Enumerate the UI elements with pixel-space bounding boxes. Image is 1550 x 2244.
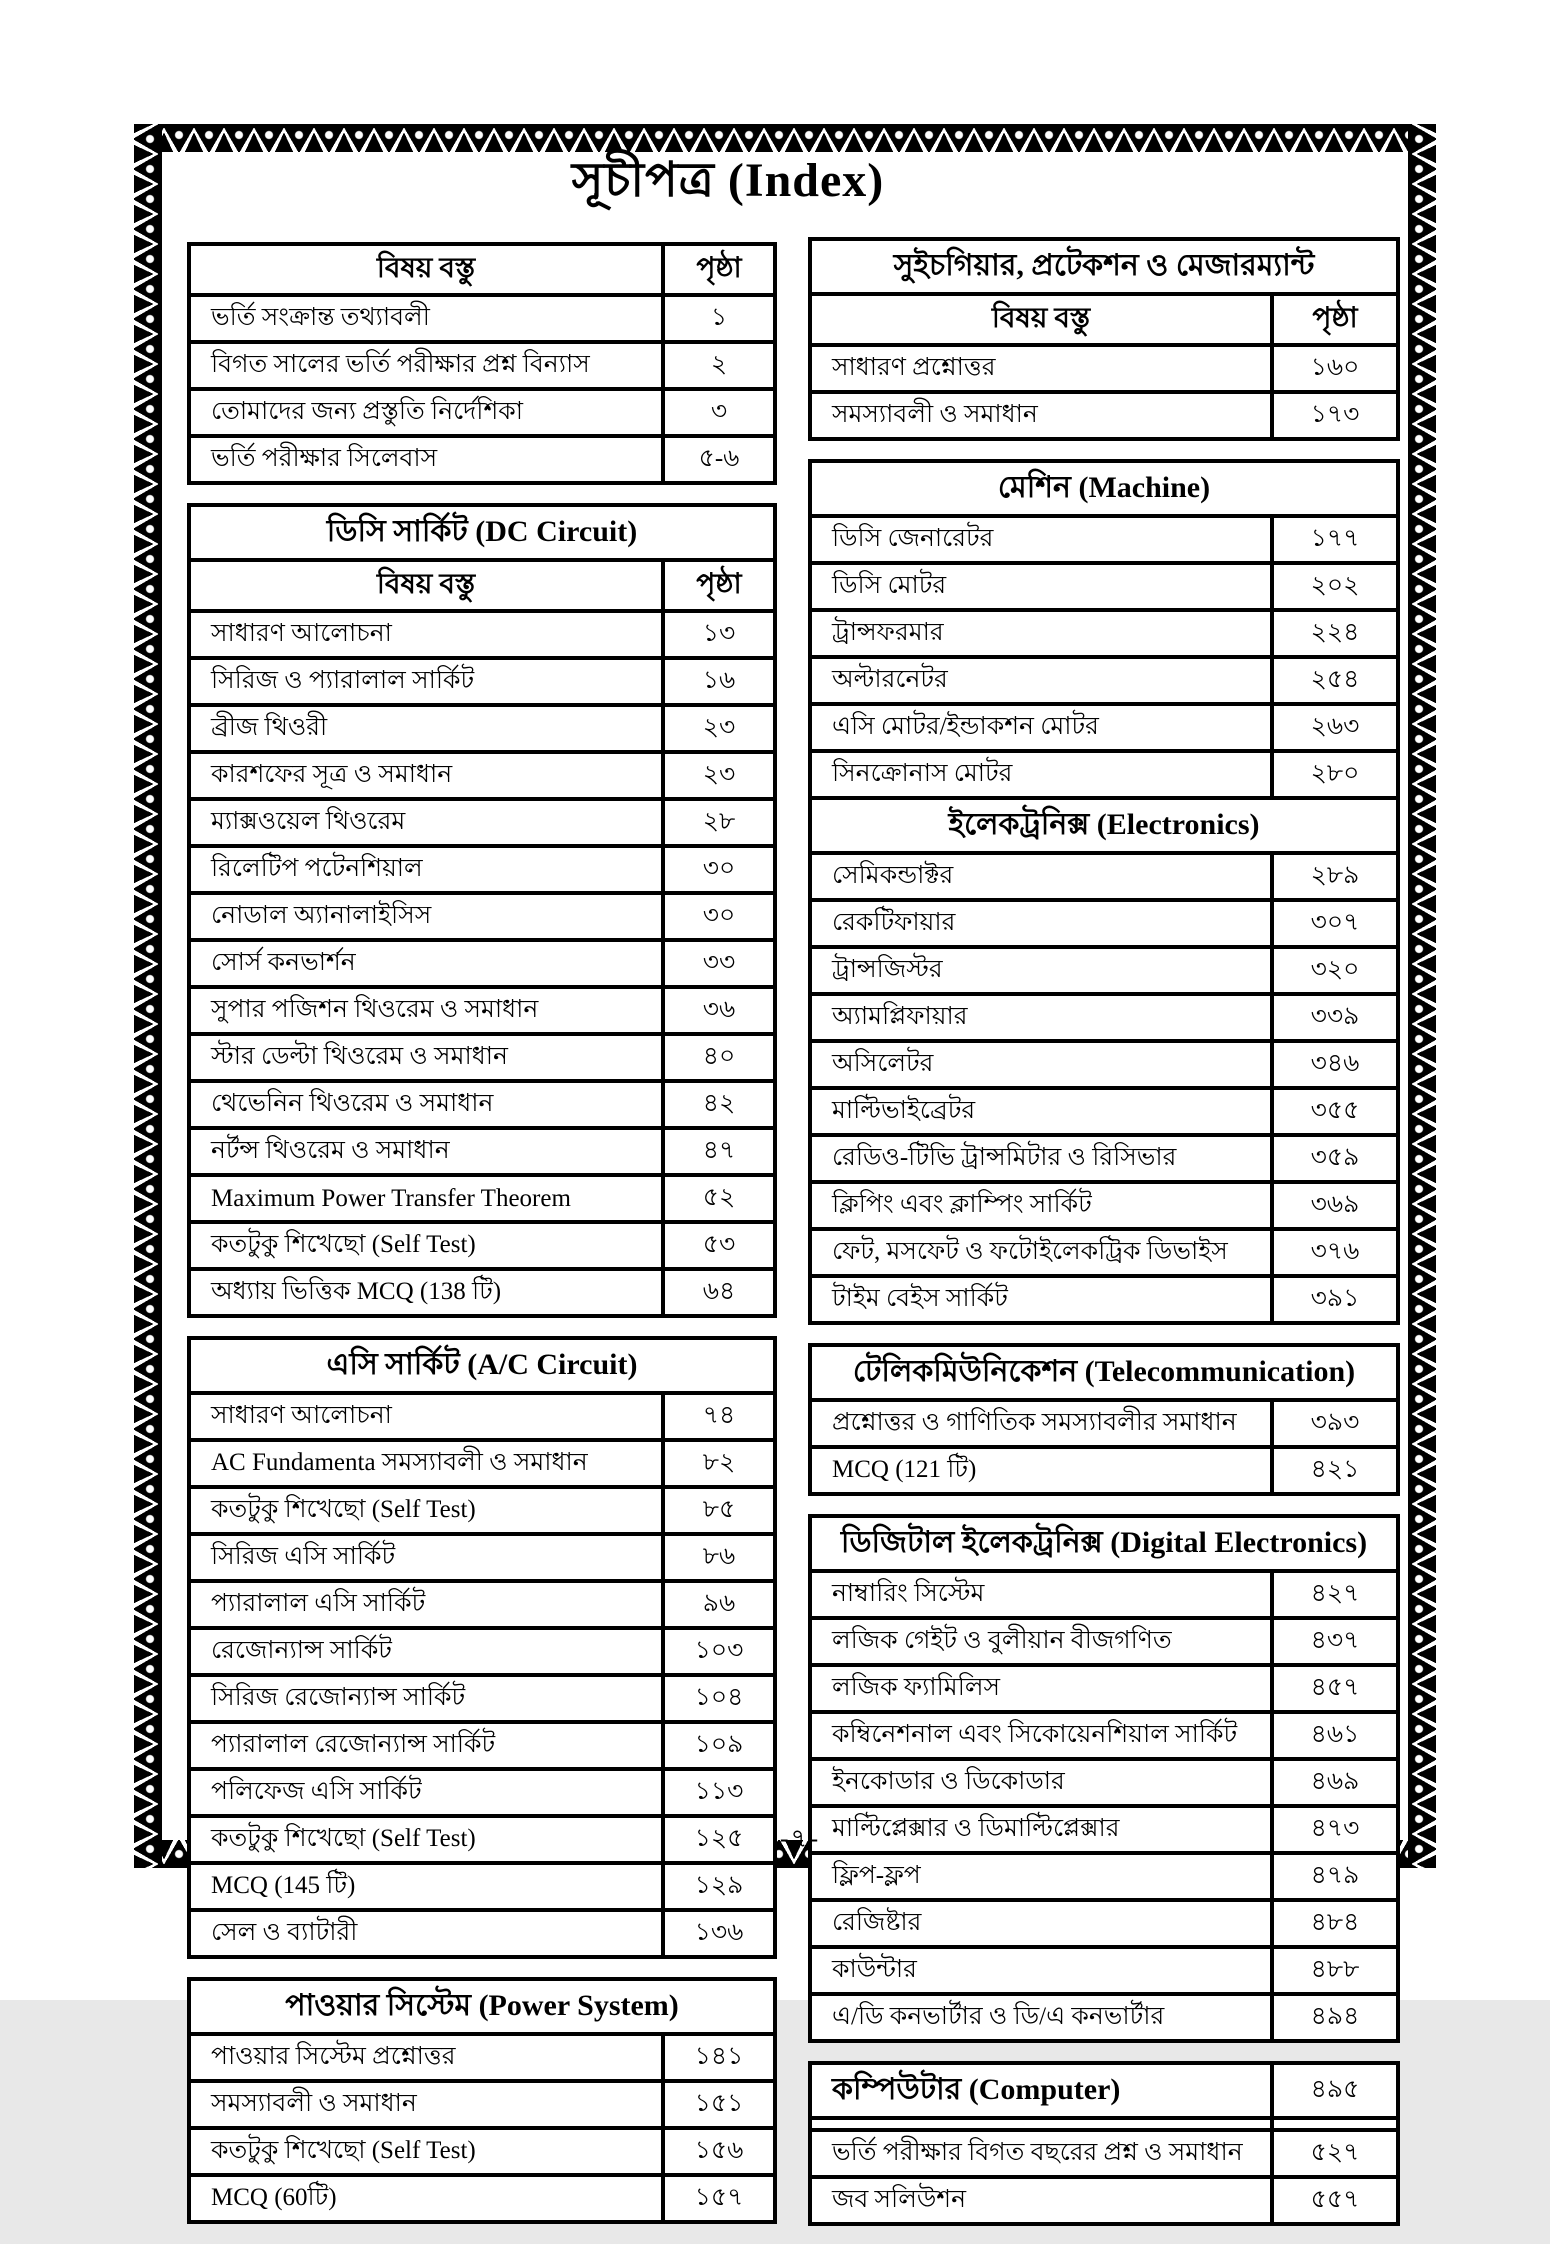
toc-page-cell: ৩০ bbox=[663, 846, 775, 893]
toc-row bbox=[189, 1034, 775, 1081]
toc-subject-cell: ভর্তি সংক্রান্ত তথ্যাবলী bbox=[189, 295, 663, 342]
toc-page-cell: ১২৫ bbox=[663, 1816, 775, 1863]
toc-page-cell: ৮২ bbox=[663, 1440, 775, 1487]
toc-subject-cell: সিরিজ রেজোন্যান্স সার্কিট bbox=[189, 1675, 663, 1722]
toc-subject-cell: অধ্যায় ভিত্তিক MCQ (138 টি) bbox=[189, 1269, 663, 1316]
toc-page-cell: ২২৪ bbox=[1272, 610, 1398, 657]
toc-subject-cell: রেডিও-টিভি ট্রান্সমিটার ও রিসিভার bbox=[810, 1135, 1272, 1182]
toc-table-ac-circuit bbox=[187, 1336, 777, 1959]
toc-section-row bbox=[189, 1979, 775, 2034]
toc-section-row bbox=[810, 798, 1398, 853]
toc-page-cell: ২ bbox=[663, 342, 775, 389]
toc-row bbox=[189, 436, 775, 483]
toc-subject-cell: থেভেনিন থিওরেম ও সমাধান bbox=[189, 1081, 663, 1128]
toc-page-cell: ১৪১ bbox=[663, 2034, 775, 2081]
toc-page-cell: ২৩ bbox=[663, 752, 775, 799]
toc-subject-cell: সিনক্রোনাস মোটর bbox=[810, 751, 1272, 798]
toc-subject-cell: নর্টন্স থিওরেম ও সমাধান bbox=[189, 1128, 663, 1175]
toc-subject-cell: অল্টারনেটর bbox=[810, 657, 1272, 704]
toc-page-cell: ৪২৭ bbox=[1272, 1571, 1398, 1618]
toc-subject-cell: মাল্টিভাইব্রেটর bbox=[810, 1088, 1272, 1135]
toc-page-cell: ১৩৬ bbox=[663, 1910, 775, 1957]
toc-page-cell: ৪৮৪ bbox=[1272, 1900, 1398, 1947]
section-header: পাওয়ার সিস্টেম (Power System) bbox=[189, 1979, 775, 2034]
toc-subject-cell: টাইম বেইস সার্কিট bbox=[810, 1276, 1272, 1323]
column-header-page: পৃষ্ঠা bbox=[663, 244, 775, 295]
toc-page-cell: ৩৬ bbox=[663, 987, 775, 1034]
toc-subject-cell: সাধারণ আলোচনা bbox=[189, 611, 663, 658]
section-header: ইলেকট্রনিক্স (Electronics) bbox=[810, 798, 1398, 853]
toc-page-cell: ৪৭৩ bbox=[1272, 1806, 1398, 1853]
toc-row bbox=[810, 1229, 1398, 1276]
toc-row bbox=[810, 1088, 1398, 1135]
toc-row bbox=[189, 987, 775, 1034]
toc-subject-cell: ট্রান্সফরমার bbox=[810, 610, 1272, 657]
toc-subject-cell: পাওয়ার সিস্টেম প্রশ্নোত্তর bbox=[189, 2034, 663, 2081]
toc-subject-cell: নাম্বারিং সিস্টেম bbox=[810, 1571, 1272, 1618]
toc-row bbox=[810, 947, 1398, 994]
toc-subject-cell: ক্লিপিং এবং ক্লাম্পিং সার্কিট bbox=[810, 1182, 1272, 1229]
toc-subject-cell: ইনকোডার ও ডিকোডার bbox=[810, 1759, 1272, 1806]
column-header-subject: বিষয় বস্তু bbox=[810, 294, 1272, 345]
toc-row bbox=[810, 1900, 1398, 1947]
toc-subject-cell: সিরিজ ও প্যারালাল সার্কিট bbox=[189, 658, 663, 705]
left-column bbox=[187, 242, 777, 2242]
toc-page-cell: ৪০ bbox=[663, 1034, 775, 1081]
toc-subject-cell: পলিফেজ এসি সার্কিট bbox=[189, 1769, 663, 1816]
toc-subject-cell: কম্বিনেশনাল এবং সিকোয়েনশিয়াল সার্কিট bbox=[810, 1712, 1272, 1759]
page-title: সূচীপত্র (Index) bbox=[571, 154, 885, 207]
toc-section-row bbox=[810, 239, 1398, 294]
toc-subject-cell: কতটুকু শিখেছো (Self Test) bbox=[189, 1222, 663, 1269]
toc-row bbox=[810, 392, 1398, 439]
toc-row bbox=[810, 994, 1398, 1041]
toc-subject-cell: তোমাদের জন্য প্রস্তুতি নির্দেশিকা bbox=[189, 389, 663, 436]
toc-page-cell: ২৬৩ bbox=[1272, 704, 1398, 751]
toc-subject-cell: MCQ (121 টি) bbox=[810, 1447, 1272, 1494]
toc-page-cell: ১৭৭ bbox=[1272, 516, 1398, 563]
toc-subject-cell: বিগত সালের ভর্তি পরীক্ষার প্রশ্ন বিন্যাস bbox=[189, 342, 663, 389]
toc-subject-cell: রেকটিফায়ার bbox=[810, 900, 1272, 947]
toc-row bbox=[189, 705, 775, 752]
toc-page-cell: ৩৯১ bbox=[1272, 1276, 1398, 1323]
toc-subject-cell: ভর্তি পরীক্ষার বিগত বছরের প্রশ্ন ও সমাধান bbox=[810, 2130, 1272, 2177]
toc-row bbox=[810, 1041, 1398, 1088]
zigzag-border-right bbox=[1408, 124, 1436, 1868]
toc-row bbox=[810, 1618, 1398, 1665]
toc-page-cell: ৩২০ bbox=[1272, 947, 1398, 994]
toc-row bbox=[189, 2175, 775, 2222]
toc-spacer-row bbox=[810, 2118, 1398, 2130]
toc-subject-cell: প্যারালাল রেজোন্যান্স সার্কিট bbox=[189, 1722, 663, 1769]
toc-subject-cell: MCQ (60টি) bbox=[189, 2175, 663, 2222]
toc-row bbox=[810, 704, 1398, 751]
toc-row bbox=[189, 846, 775, 893]
toc-subject-cell: প্রশ্নোত্তর ও গাণিতিক সমস্যাবলীর সমাধান bbox=[810, 1400, 1272, 1447]
toc-row bbox=[810, 2177, 1398, 2224]
toc-row bbox=[189, 295, 775, 342]
toc-page-cell: ৩০৭ bbox=[1272, 900, 1398, 947]
section-header: সুইচগিয়ার, প্রটেকশন ও মেজারম্যান্ট bbox=[810, 239, 1398, 294]
toc-page-cell: ৩৪৬ bbox=[1272, 1041, 1398, 1088]
toc-subject-cell: সাধারণ আলোচনা bbox=[189, 1393, 663, 1440]
column-header-page: পৃষ্ঠা bbox=[663, 560, 775, 611]
section-header: টেলিকমিউনিকেশন (Telecommunication) bbox=[810, 1345, 1398, 1400]
toc-subject-cell: অসিলেটর bbox=[810, 1041, 1272, 1088]
toc-page-cell: ৫২ bbox=[663, 1175, 775, 1222]
toc-row bbox=[189, 1175, 775, 1222]
toc-row bbox=[189, 342, 775, 389]
toc-page-cell: ১৫৬ bbox=[663, 2128, 775, 2175]
toc-page-cell: ৫২৭ bbox=[1272, 2130, 1398, 2177]
toc-page-cell: ৯৬ bbox=[663, 1581, 775, 1628]
toc-page-cell: ৪২ bbox=[663, 1081, 775, 1128]
toc-table-power-system bbox=[187, 1977, 777, 2224]
toc-subject-cell: প্যারালাল এসি সার্কিট bbox=[189, 1581, 663, 1628]
toc-row bbox=[810, 2130, 1398, 2177]
toc-page-cell: ১৫৭ bbox=[663, 2175, 775, 2222]
toc-page-cell: ১০৯ bbox=[663, 1722, 775, 1769]
toc-subject-cell: মাল্টিপ্লেক্সার ও ডিমাল্টিপ্লেক্সার bbox=[810, 1806, 1272, 1853]
toc-table-computer bbox=[808, 2061, 1400, 2226]
toc-page-cell: ৮৫ bbox=[663, 1487, 775, 1534]
toc-row bbox=[189, 752, 775, 799]
toc-page-cell: ৫৫৭ bbox=[1272, 2177, 1398, 2224]
toc-subject-cell: MCQ (145 টি) bbox=[189, 1863, 663, 1910]
column-header-subject: বিষয় বস্তু bbox=[189, 560, 663, 611]
toc-row bbox=[189, 1222, 775, 1269]
toc-subject-cell: অ্যামপ্লিফায়ার bbox=[810, 994, 1272, 1041]
spacer-cell bbox=[1272, 2118, 1398, 2130]
toc-page-cell: ২৮০ bbox=[1272, 751, 1398, 798]
toc-subject-cell: সোর্স কনভার্শন bbox=[189, 940, 663, 987]
toc-subject-cell: সমস্যাবলী ও সমাধান bbox=[810, 392, 1272, 439]
toc-row bbox=[189, 940, 775, 987]
toc-table-machine bbox=[808, 459, 1400, 800]
section-page-cell: ৪৯৫ bbox=[1272, 2063, 1398, 2118]
toc-subject-cell: রিলেটিপ পটেনশিয়াল bbox=[189, 846, 663, 893]
toc-page-cell: ৮৬ bbox=[663, 1534, 775, 1581]
toc-row bbox=[810, 1665, 1398, 1712]
toc-row bbox=[189, 1581, 775, 1628]
toc-page-cell: ১৬০ bbox=[1272, 345, 1398, 392]
toc-row bbox=[810, 345, 1398, 392]
toc-row bbox=[189, 893, 775, 940]
toc-table-intro bbox=[187, 242, 777, 485]
toc-page-cell: ৪৫৭ bbox=[1272, 1665, 1398, 1712]
toc-row bbox=[189, 1128, 775, 1175]
toc-subject-cell: ডিসি মোটর bbox=[810, 563, 1272, 610]
toc-subject-cell: সমস্যাবলী ও সমাধান bbox=[189, 2081, 663, 2128]
section-header: এসি সার্কিট (A/C Circuit) bbox=[189, 1338, 775, 1393]
toc-subject-cell: সুপার পজিশন থিওরেম ও সমাধান bbox=[189, 987, 663, 1034]
toc-colheader-row bbox=[189, 244, 775, 295]
toc-page-cell: ৪৯৪ bbox=[1272, 1994, 1398, 2041]
toc-subject-cell: লজিক ফ্যামিলিস bbox=[810, 1665, 1272, 1712]
toc-subject-cell: সেল ও ব্যাটারী bbox=[189, 1910, 663, 1957]
toc-page-cell: ১০৪ bbox=[663, 1675, 775, 1722]
toc-subject-cell: কতটুকু শিখেছো (Self Test) bbox=[189, 1816, 663, 1863]
toc-page-cell: ৪৭৯ bbox=[1272, 1853, 1398, 1900]
toc-page-cell: ১ bbox=[663, 295, 775, 342]
toc-subject-cell: এ/ডি কনভার্টার ও ডি/এ কনভার্টার bbox=[810, 1994, 1272, 2041]
toc-subject-cell: সেমিকন্ডাক্টর bbox=[810, 853, 1272, 900]
toc-colheader-row bbox=[810, 294, 1398, 345]
toc-row bbox=[189, 1534, 775, 1581]
toc-table-electronics bbox=[808, 796, 1400, 1325]
toc-row bbox=[810, 1712, 1398, 1759]
toc-page-cell: ৪৩৭ bbox=[1272, 1618, 1398, 1665]
toc-row bbox=[810, 1182, 1398, 1229]
toc-row bbox=[189, 1628, 775, 1675]
toc-row bbox=[189, 799, 775, 846]
toc-table-dc-circuit bbox=[187, 503, 777, 1318]
toc-row bbox=[189, 2081, 775, 2128]
toc-row bbox=[810, 751, 1398, 798]
toc-page-cell: ৩ bbox=[663, 389, 775, 436]
toc-page-cell: ১৬ bbox=[663, 658, 775, 705]
toc-page-cell: ২৮৯ bbox=[1272, 853, 1398, 900]
spacer-cell bbox=[810, 2118, 1272, 2130]
toc-subject-cell: ডিসি জেনারেটর bbox=[810, 516, 1272, 563]
toc-section-row bbox=[810, 1516, 1398, 1571]
toc-subject-cell: ফেট, মসফেট ও ফটোইলেকট্রিক ডিভাইস bbox=[810, 1229, 1272, 1276]
toc-page-cell: ৩৫৫ bbox=[1272, 1088, 1398, 1135]
toc-subject-cell: ম্যাক্সওয়েল থিওরেম bbox=[189, 799, 663, 846]
toc-row bbox=[810, 1571, 1398, 1618]
toc-row bbox=[810, 563, 1398, 610]
toc-page-cell: ৩৩ bbox=[663, 940, 775, 987]
toc-subject-cell: কতটুকু শিখেছো (Self Test) bbox=[189, 1487, 663, 1534]
toc-row bbox=[810, 1994, 1398, 2041]
toc-subject-cell: সাধারণ প্রশ্নোত্তর bbox=[810, 345, 1272, 392]
toc-subject-cell: কাউন্টার bbox=[810, 1947, 1272, 1994]
toc-row bbox=[810, 853, 1398, 900]
toc-page-cell: ১৭৩ bbox=[1272, 392, 1398, 439]
toc-row bbox=[189, 1440, 775, 1487]
section-header: ডিসি সার্কিট (DC Circuit) bbox=[189, 505, 775, 560]
toc-page-cell: ১৫১ bbox=[663, 2081, 775, 2128]
toc-page-cell: ৪২১ bbox=[1272, 1447, 1398, 1494]
toc-page-cell: ৫-৬ bbox=[663, 436, 775, 483]
section-header: ডিজিটাল ইলেকট্রনিক্স (Digital Electronics) bbox=[810, 1516, 1398, 1571]
toc-subject-cell: সিরিজ এসি সার্কিট bbox=[189, 1534, 663, 1581]
toc-page-cell: ৩৯৩ bbox=[1272, 1400, 1398, 1447]
toc-row bbox=[189, 1769, 775, 1816]
toc-subject-cell: স্টার ডেল্টা থিওরেম ও সমাধান bbox=[189, 1034, 663, 1081]
toc-row bbox=[810, 1400, 1398, 1447]
toc-subject-cell: ফ্লিপ-ফ্লপ bbox=[810, 1853, 1272, 1900]
toc-page-cell: ৪৮৮ bbox=[1272, 1947, 1398, 1994]
toc-page-cell: ৩৫৯ bbox=[1272, 1135, 1398, 1182]
toc-row bbox=[189, 1269, 775, 1316]
toc-section-row bbox=[189, 1338, 775, 1393]
toc-row bbox=[810, 657, 1398, 704]
toc-subject-cell: রেজোন্যান্স সার্কিট bbox=[189, 1628, 663, 1675]
toc-page-cell: ২৮ bbox=[663, 799, 775, 846]
toc-table-switchgear bbox=[808, 237, 1400, 441]
toc-row bbox=[810, 900, 1398, 947]
toc-row bbox=[189, 2128, 775, 2175]
toc-row bbox=[810, 1276, 1398, 1323]
toc-row bbox=[810, 1135, 1398, 1182]
toc-subject-cell: নোডাল অ্যানালাইসিস bbox=[189, 893, 663, 940]
toc-page-cell: ২০২ bbox=[1272, 563, 1398, 610]
toc-subject-cell: কারশফের সূত্র ও সমাধান bbox=[189, 752, 663, 799]
toc-page-cell: ১২৯ bbox=[663, 1863, 775, 1910]
toc-subject-cell: ট্রান্সজিস্টর bbox=[810, 947, 1272, 994]
toc-subject-cell: এসি মোটর/ইন্ডাকশন মোটর bbox=[810, 704, 1272, 751]
toc-table-telecom bbox=[808, 1343, 1400, 1496]
toc-page-cell: ১১৩ bbox=[663, 1769, 775, 1816]
toc-page-cell: ৫৩ bbox=[663, 1222, 775, 1269]
column-header-page: পৃষ্ঠা bbox=[1272, 294, 1398, 345]
toc-page-cell: ১০৩ bbox=[663, 1628, 775, 1675]
toc-page-cell: ৩৭৬ bbox=[1272, 1229, 1398, 1276]
toc-section-row bbox=[810, 1345, 1398, 1400]
toc-page-cell: ৩৬৯ bbox=[1272, 1182, 1398, 1229]
toc-table-digital-electronics bbox=[808, 1514, 1400, 2043]
toc-section-row bbox=[810, 2063, 1398, 2118]
toc-row bbox=[810, 610, 1398, 657]
toc-subject-cell: ভর্তি পরীক্ষার সিলেবাস bbox=[189, 436, 663, 483]
toc-subject-cell: কতটুকু শিখেছো (Self Test) bbox=[189, 2128, 663, 2175]
column-header-subject: বিষয় বস্তু bbox=[189, 244, 663, 295]
toc-page-cell: ৭৪ bbox=[663, 1393, 775, 1440]
toc-section-row bbox=[189, 505, 775, 560]
toc-row bbox=[189, 1393, 775, 1440]
toc-subject-cell: লজিক গেইট ও বুলীয়ান বীজগণিত bbox=[810, 1618, 1272, 1665]
toc-page-cell: ২৩ bbox=[663, 705, 775, 752]
toc-row bbox=[189, 1675, 775, 1722]
toc-row bbox=[189, 611, 775, 658]
toc-row bbox=[189, 389, 775, 436]
toc-row bbox=[810, 1447, 1398, 1494]
toc-row bbox=[189, 658, 775, 705]
toc-colheader-row bbox=[189, 560, 775, 611]
toc-page-cell: ৩০ bbox=[663, 893, 775, 940]
toc-row bbox=[189, 1722, 775, 1769]
right-column bbox=[808, 237, 1400, 2244]
toc-page-cell: ৩৩৯ bbox=[1272, 994, 1398, 1041]
toc-row bbox=[189, 1487, 775, 1534]
toc-row bbox=[810, 516, 1398, 563]
toc-page-cell: ৬৪ bbox=[663, 1269, 775, 1316]
toc-row bbox=[810, 1947, 1398, 1994]
toc-subject-cell: AC Fundamenta সমস্যাবলী ও সমাধান bbox=[189, 1440, 663, 1487]
toc-subject-cell: জব সলিউশন bbox=[810, 2177, 1272, 2224]
toc-row bbox=[189, 1910, 775, 1957]
toc-page-cell: ৪৭ bbox=[663, 1128, 775, 1175]
toc-page-cell: ৪৬৯ bbox=[1272, 1759, 1398, 1806]
toc-row bbox=[189, 2034, 775, 2081]
section-header: মেশিন (Machine) bbox=[810, 461, 1398, 516]
toc-subject-cell: রেজিষ্টার bbox=[810, 1900, 1272, 1947]
toc-section-row bbox=[810, 461, 1398, 516]
section-header: কম্পিউটার (Computer) bbox=[810, 2063, 1272, 2118]
page-number: -৭- bbox=[779, 1824, 821, 1853]
toc-row bbox=[189, 1081, 775, 1128]
toc-subject-cell: Maximum Power Transfer Theorem bbox=[189, 1175, 663, 1222]
toc-subject-cell: ব্রীজ থিওরী bbox=[189, 705, 663, 752]
toc-row bbox=[810, 1759, 1398, 1806]
zigzag-border-left bbox=[134, 124, 162, 1868]
toc-page-cell: ১৩ bbox=[663, 611, 775, 658]
toc-page-cell: ২৫৪ bbox=[1272, 657, 1398, 704]
toc-page-cell: ৪৬১ bbox=[1272, 1712, 1398, 1759]
toc-row bbox=[189, 1863, 775, 1910]
